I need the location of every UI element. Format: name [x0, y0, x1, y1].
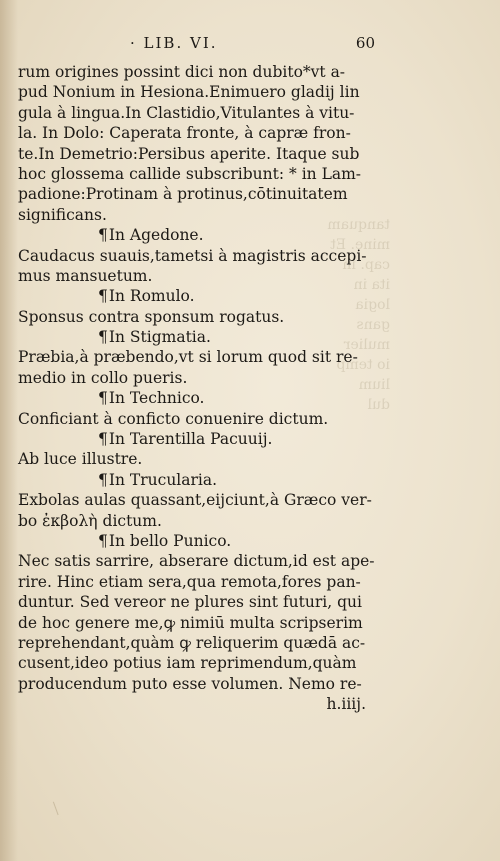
section-heading	[18, 225, 378, 245]
page-gutter-shadow	[0, 0, 18, 861]
line-text: hoc glossema callide subscribunt: * in Lam-	[18, 164, 362, 183]
show-through-line: cap. in	[342, 257, 390, 273]
text-line	[18, 592, 378, 612]
text-line	[18, 449, 378, 469]
line-text: Ab luce illustre.	[18, 450, 143, 469]
text-line	[18, 307, 378, 327]
show-through-line: io temp	[336, 357, 390, 373]
signature-mark: h.iiij.	[326, 695, 366, 714]
line-text: In Agedone.	[108, 226, 204, 245]
line-text: Sponsus contra sponsum rogatus.	[18, 307, 285, 326]
line-text: In Trucularia.	[108, 470, 218, 489]
section-heading	[18, 327, 378, 347]
show-through-line: mulier	[343, 337, 390, 353]
pilcrow-icon: ¶	[98, 470, 108, 489]
line-text: significans.	[18, 205, 107, 224]
text-line	[18, 266, 378, 286]
text-line	[18, 613, 378, 633]
show-through-line: tanquam	[327, 217, 390, 233]
text-line	[18, 164, 378, 184]
page-header	[130, 34, 375, 56]
show-through-line: lium	[358, 377, 390, 393]
text-line	[18, 123, 378, 143]
text-line	[18, 103, 378, 123]
text-line	[18, 490, 378, 510]
text-line	[18, 347, 378, 367]
show-through-line: gans	[356, 317, 390, 333]
line-text: gula à lingua.In Clastidio,Vitulantes à vitu-	[18, 103, 355, 122]
section-heading	[18, 388, 378, 408]
line-text: medio in collo pueris.	[18, 368, 188, 387]
text-line	[18, 674, 378, 694]
pilcrow-icon: ¶	[98, 430, 108, 449]
text-line	[18, 572, 378, 592]
text-line	[18, 246, 378, 266]
show-through-line: mine. Et	[330, 237, 390, 253]
line-text: te.In Demetrio:Persibus aperite. Itaque sub	[18, 144, 360, 163]
text-line	[18, 205, 378, 225]
body-text	[18, 62, 378, 715]
pilcrow-icon: ¶	[98, 328, 108, 347]
show-through-line: dul	[367, 397, 390, 413]
paper-crease	[53, 799, 66, 815]
section-heading	[18, 470, 378, 490]
line-text: mus mansuetum.	[18, 266, 153, 285]
show-through-line: ita in	[353, 277, 390, 293]
line-text: Conficiant à conficto conuenire dictum.	[18, 409, 329, 428]
line-text: Nec satis sarrire, abserare dictum,id est ape-	[18, 552, 375, 571]
line-text: padione:Protinam à protinus,cōtinuitatem	[18, 185, 348, 204]
text-line	[18, 633, 378, 653]
text-line	[18, 551, 378, 571]
line-text: producendum puto esse volumen. Nemo re-	[18, 674, 362, 693]
section-heading	[18, 531, 378, 551]
section-heading	[18, 286, 378, 306]
line-text: In Tarentilla Pacuuij.	[108, 430, 273, 449]
line-text: rire. Hinc etiam sera,qua remota,fores pan-	[18, 572, 361, 591]
pilcrow-icon: ¶	[98, 531, 108, 550]
text-line	[18, 368, 378, 388]
line-text: rum origines possint dici non dubito*vt a-	[18, 63, 346, 81]
line-text: Exbolas aulas quassant,eijciunt,à Græco ver-	[18, 491, 372, 510]
line-text: cusent,ideo potius iam reprimendum,quàm	[18, 654, 357, 673]
line-text: pud Nonium in Hesiona.Enimuero gladij lin	[18, 83, 360, 102]
text-line	[18, 184, 378, 204]
text-line	[18, 653, 378, 673]
line-text: In bello Punico.	[108, 531, 232, 550]
line-text: Caudacus suauis,tametsi à magistris accepi-	[18, 246, 367, 265]
line-text: duntur. Sed vereor ne plures sint futuri, qui	[18, 593, 362, 612]
pilcrow-icon: ¶	[98, 226, 108, 245]
text-line	[18, 511, 378, 531]
text-line	[18, 409, 378, 429]
line-text: reprehendant,quàm ꝙ reliquerim quædā ac-	[18, 633, 366, 652]
show-through-line: logia	[355, 297, 390, 313]
pilcrow-icon: ¶	[98, 287, 108, 306]
section-heading	[18, 429, 378, 449]
pilcrow-icon: ¶	[98, 389, 108, 408]
folio-number: 60	[355, 34, 375, 52]
line-text: de hoc genere me,ꝙ nimiū multa scripserim	[18, 613, 363, 632]
line-text: In Stigmatia.	[108, 328, 211, 347]
line-text: la. In Dolo: Caperata fronte, à capræ fron-	[18, 124, 351, 143]
running-head: · LIB. VI.	[130, 34, 218, 52]
line-text: In Romulo.	[108, 287, 195, 306]
text-line	[18, 82, 378, 102]
text-line	[18, 144, 378, 164]
line-text: In Technico.	[108, 389, 205, 408]
line-text: bo ἐκβολὴ dictum.	[18, 511, 162, 530]
line-text: Præbia,à præbendo,vt si lorum quod sit re-	[18, 348, 358, 367]
text-line	[18, 62, 378, 82]
